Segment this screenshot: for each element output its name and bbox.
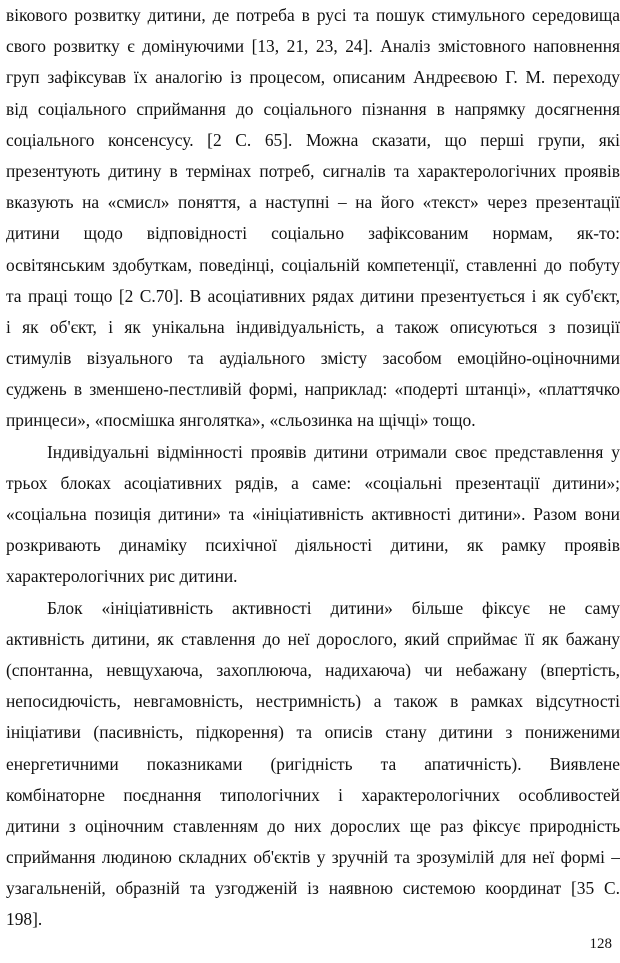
paragraph [6, 0, 620, 437]
text-line: Індивідуальні відмінності проявів дитини отримали своє представлення у [47, 441, 620, 462]
text-line: вказують на «смисл» поняття, а наступні – на його «текст» через презентації [6, 192, 620, 213]
text-line: принцеси», «посмішка янголятка», «сльозинка на щічці» тощо. [6, 410, 476, 431]
text-line: презентують дитину в термінах потреб, сигналів та характерологічних проявів [6, 160, 620, 181]
text-line: свого розвитку є домінуючими [13, 21, 23, 24]. Аналіз змістовного наповнення [6, 36, 620, 57]
text-line: трьох блоках асоціативних рядів, а саме: «соціальні презентації дитини»; [6, 472, 620, 493]
text-line: вікового розвитку дитини, де потреба в русі та пошук стимульного середовища [6, 5, 620, 25]
text-line: (спонтанна, невщухаюча, захоплююча, надихаюча) чи небажану (впертість, [6, 659, 620, 680]
text-line: дитини щодо відповідності соціально зафіксованим нормам, як-то: [6, 223, 620, 244]
text-line: енергетичними показниками (ригідність та апатичність). Виявлене [6, 753, 620, 774]
text-line: 198]. [6, 909, 43, 930]
text-line: освітянським здобуткам, поведінці, соціальній компетенції, ставленні до побуту [6, 254, 620, 275]
page-number: 128 [589, 936, 612, 952]
paragraph [6, 437, 620, 593]
text-line: активність дитини, як ставлення до неї дорослого, який сприймає її як бажану [6, 628, 620, 649]
text-line: та праці тощо [2 С.70]. В асоціативних рядах дитини презентується і як суб'єкт, [6, 285, 620, 306]
text-line: сприймання людиною складних об'єктів у зручній та зрозумілій для неї формі – [6, 847, 620, 868]
text-line: і як об'єкт, і як унікальна індивідуальність, а також описуються з позиції [6, 316, 620, 337]
text-line: «соціальна позиція дитини» та «ініціативність активності дитини». Разом вони [6, 504, 620, 524]
text-line: комбінаторне поєднання типологічних і характерологічних особливостей [6, 784, 620, 805]
text-line: узагальненій, образній та узгодженій із наявною системою координат [35 С. [6, 878, 620, 899]
text-line: непосидючість, невгамовність, нестримність) а також в рамках відсутності [6, 691, 620, 712]
text-line: дитини з оціночним ставленням до них дорослих ще раз фіксує природність [6, 815, 620, 836]
text-line: ініціативи (пасивність, підкорення) та описів стану дитини з пониженими [6, 722, 620, 743]
text-line: характерологічних рис дитини. [6, 566, 238, 587]
body-text [6, 0, 620, 936]
text-line: соціального консенсусу. [2 С. 65]. Можна сказати, що перші групи, які [6, 129, 620, 150]
text-line: від соціального сприймання до соціального пізнання в напрямку досягнення [6, 98, 620, 119]
text-line: суджень в зменшено-пестливій формі, наприклад: «подерті штанці», «платтячко [6, 379, 620, 400]
text-line: стимулів візуального та аудіального змісту засобом емоційно-оціночними [6, 348, 620, 369]
paragraph [6, 593, 620, 936]
text-line: розкривають динаміку психічної діяльності дитини, як рамку проявів [6, 535, 620, 556]
text-line: Блок «ініціативність активності дитини» більше фіксує не саму [47, 597, 620, 618]
text-line: груп зафіксував їх аналогію із процесом, описаним Андреєвою Г. М. переходу [6, 67, 620, 88]
